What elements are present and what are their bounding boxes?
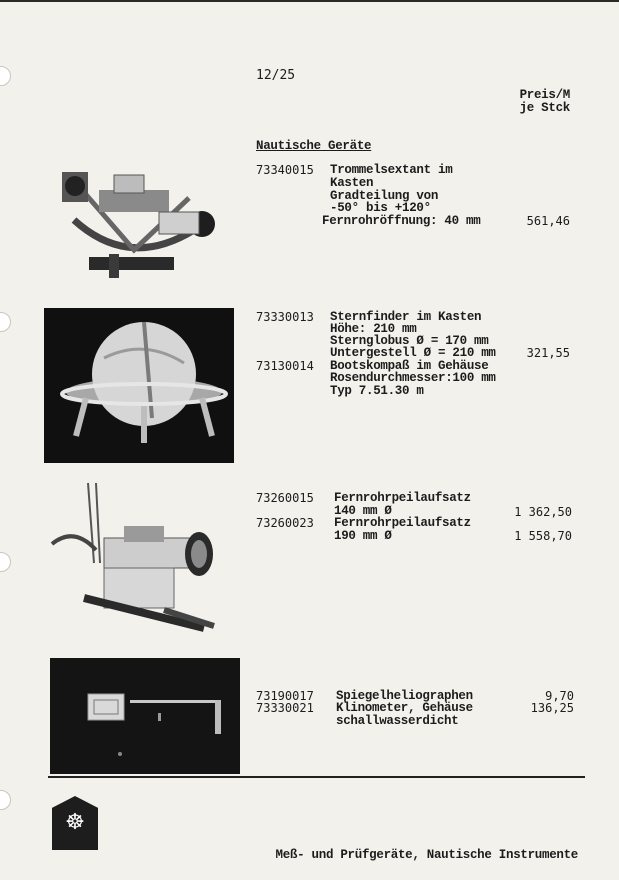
product-line: Trommelsextant im — [330, 163, 453, 177]
star-globe-photo — [44, 308, 234, 463]
product-line: Gradteilung von — [330, 189, 439, 203]
product-line: 190 mm Ø — [334, 529, 392, 543]
product-line: Typ 7.51.30 m — [330, 384, 424, 398]
product-code: 73330013 — [256, 310, 314, 324]
product-price: 1 362,50 — [514, 505, 572, 519]
product-price: 136,25 — [530, 701, 574, 715]
product-price: 9,70 — [545, 689, 574, 703]
product-line: -50° bis +120° — [330, 201, 431, 215]
product-line: 140 mm Ø — [334, 504, 392, 518]
price-header-line1: Preis/M — [519, 88, 570, 102]
product-code: 73260015 — [256, 491, 314, 505]
telescope-attachment-photo — [44, 478, 234, 643]
page-number: 12/25 — [256, 68, 296, 83]
product-line: Untergestell Ø = 210 mm — [330, 346, 496, 360]
page-top-edge — [0, 0, 619, 2]
footer-text: Meß- und Prüfgeräte, Nautische Instrumente — [275, 848, 578, 862]
product-line: Klinometer, Gehäuse — [336, 701, 473, 715]
ships-wheel-icon: ☸ — [65, 810, 85, 835]
section-title: Nautische Geräte — [256, 139, 372, 153]
product-code: 73260023 — [256, 516, 314, 530]
product-line: Fernrohröffnung: 40 mm — [322, 214, 481, 228]
product-line: Sternglobus Ø = 170 mm — [330, 334, 489, 348]
product-code: 73330021 — [256, 701, 314, 715]
product-line: schallwasserdicht — [336, 714, 459, 728]
footer-rule — [48, 776, 585, 778]
binder-hole — [0, 66, 11, 86]
sextant-photo — [44, 150, 226, 290]
product-price: 321,55 — [526, 346, 570, 360]
binder-hole — [0, 552, 11, 572]
product-code: 73340015 — [256, 163, 314, 177]
product-line: Kasten — [330, 176, 374, 190]
product-line: Sternfinder im Kasten — [330, 310, 482, 324]
binder-hole — [0, 790, 11, 810]
product-line: Fernrohrpeilaufsatz — [334, 491, 471, 505]
product-line: Bootskompaß im Gehäuse — [330, 359, 489, 373]
price-header-line2: je Stck — [519, 101, 570, 115]
product-line: Höhe: 210 mm — [330, 322, 417, 336]
product-price: 561,46 — [526, 214, 570, 228]
product-line: Rosendurchmesser:100 mm — [330, 371, 496, 385]
product-code: 73190017 — [256, 689, 314, 703]
heliograph-clinometer-photo — [50, 658, 240, 774]
product-price: 1 558,70 — [514, 529, 572, 543]
product-line: Spiegelheliographen — [336, 689, 473, 703]
product-code: 73130014 — [256, 359, 314, 373]
product-line: Fernrohrpeilaufsatz — [334, 516, 471, 530]
binder-hole — [0, 312, 11, 332]
